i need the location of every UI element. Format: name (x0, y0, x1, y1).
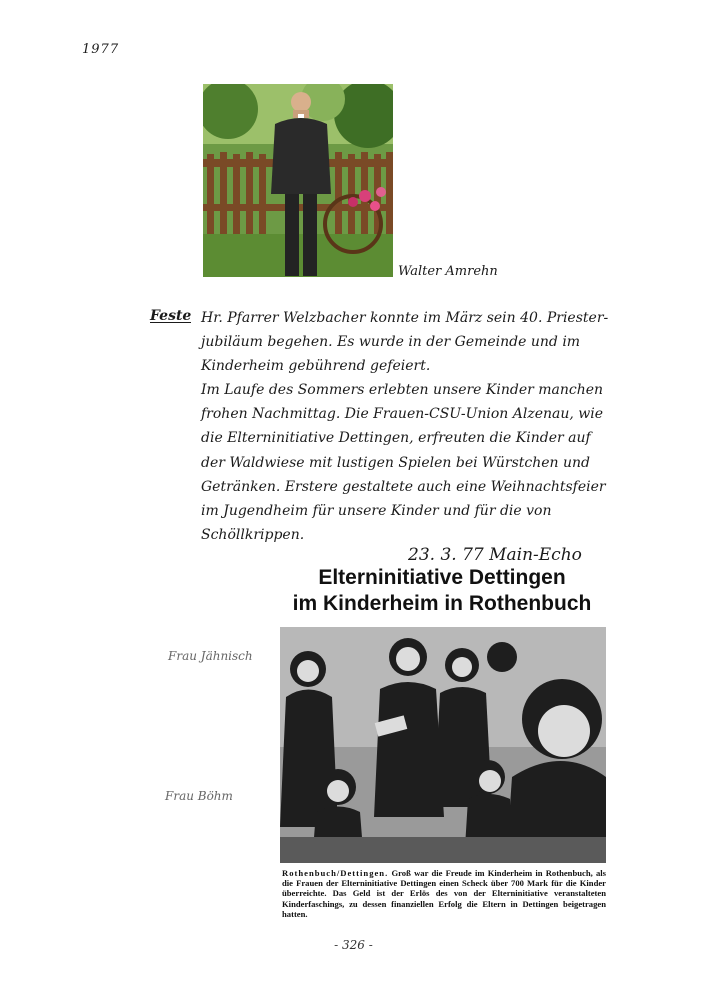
body-line: Im Laufe des Sommers erlebten unsere Kinder manchen (201, 382, 604, 399)
section-label: Feste (150, 308, 192, 324)
body-line: der Waldwiese mit lustigen Spielen bei Würstchen und (201, 454, 591, 471)
body-line: im Jugendheim für unsere Kinder und für die von (201, 502, 552, 519)
margin-note-2: Frau Böhm (165, 789, 233, 803)
body-paragraph (201, 306, 621, 547)
clipping-photo-image (280, 627, 606, 863)
newspaper-clipping (274, 545, 610, 929)
body-line: Schöllkrippen. (201, 526, 305, 543)
clipping-photo (280, 627, 606, 863)
page-number: - 326 - (334, 938, 373, 952)
clipping-caption-body: Groß war die Freude im Kinderheim in Rothenbuch, als die Frauen der Elterninitiative Dettingen einen Scheck über 700 Mark für die Kinder überreichte. Das Geld ist der Erlös des von der Elterninitiative veranstalteten Kinderfaschings, zu dessen finanziellen Erfolg die Eltern in Dettingen beigetragen hatten. (282, 868, 606, 919)
margin-note-1: Frau Jähnisch (168, 649, 253, 663)
body-line: Kinderheim gebührend gefeiert. (201, 358, 431, 375)
portrait-caption: Walter Amrehn (398, 264, 498, 279)
clipping-headline (274, 565, 610, 617)
body-line: Getränken. Erstere gestaltete auch eine Weihnachtsfeier (201, 478, 606, 495)
body-line: frohen Nachmittag. Die Frauen-CSU-Union Alzenau, wie (201, 406, 604, 423)
portrait-image (203, 84, 393, 277)
year-heading: 1977 (82, 42, 120, 57)
body-line: die Elterninitiative Dettingen, erfreuten die Kinder auf (201, 430, 591, 447)
clipping-caption-lead: Rothenbuch/Dettingen. (282, 868, 389, 878)
clipping-date-note: 23. 3. 77 Main-Echo (408, 545, 582, 565)
body-line: Hr. Pfarrer Welzbacher konnte im März sein 40. Priester- (201, 310, 609, 326)
clipping-caption (282, 868, 606, 919)
portrait-photo (203, 84, 393, 277)
headline-line-1: Elterninitiative Dettingen (318, 566, 566, 589)
headline-line-2: im Kinderheim in Rothenbuch (292, 592, 592, 615)
body-line: jubiläum begehen. Es wurde in der Gemeinde und im (201, 334, 581, 351)
